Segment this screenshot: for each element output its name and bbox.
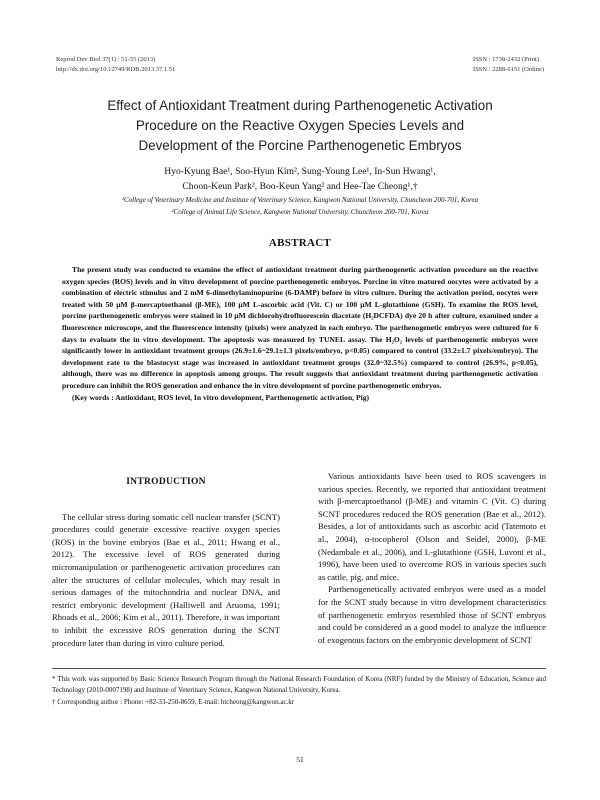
abstract-body: The present study was conducted to examine the effect of antioxidant treatment during parthenogenetic activation procedure on the reactive oxygen species (ROS) levels and in vitro development of porcine parthenogenetic embryos. Porcine in vitro matured oocytes were activated by a combination of electric stimulus and 2 mM 6-dimethylaminopurine (6-DAMP) before in vitro culture. During the activation period, oocytes were treated with 50 μM β-mercaptoethanol (β-ME), 100 μM L-ascorbic acid (Vit. C) or 100 μM L-glutathione (GSH). To examine the ROS level, porcine parthenogenetic embryos were stained in 10 μM dichlorohydrofluorescein diacetate (H₂DCFDA) dye 20 h after culture, examined under a fluorescence microscope, and the fluorescence intensity (pixels) were analyzed in each embryo. The parthenogenetic embryos were cultured for 6 days to evaluate the in vitro development. The apoptosis was measured by TUNEL assay. The H₂O₂ levels of parthenogenetic embryos were significantly lower in antioxidant treatment groups (26.9±1.6~29.1±1.3 pixels/embryo, p<0.05) compared to control (33.2±1.7 pixels/embryo). The development rate to the blastocyst stage was increased in antioxidant treatment groups (32.0~32.5%) compared to control (26.9%, p<0.05), although, there was no difference in apoptosis among groups. The result suggests that antioxidant treatment during parthenogenetic activation procedure can inhibit the ROS generation and enhance the in vitro development of porcine parthenogenetic embryos. — [62, 265, 538, 390]
author-line: Hyo-Kyung Bae¹, Soo-Hyun Kim², Sung-Young Lee¹, In-Sun Hwang¹, — [164, 166, 436, 177]
title-line: Development of the Porcine Parthenogenetic Embryos — [138, 138, 462, 153]
affiliations — [60, 194, 540, 218]
funding-footnote: * This work was supported by Basic Science Research Program through the National Research Foundation of Korea (NRF) funded by the Ministry of Education, Science and Technology (2010-0007198) and Institute of Veterinary Science, Kangwon National University, Korea. — [52, 675, 546, 694]
issn-online: ISSN : 2288-0151 (Online) — [473, 65, 544, 73]
footnotes — [52, 674, 546, 710]
abstract-section — [62, 264, 538, 403]
paper-title — [60, 96, 540, 156]
abstract-heading: ABSTRACT — [268, 237, 332, 249]
keywords: (Key words : Antioxidant, ROS level, In vitro development, Parthenogenetic activation, Pig) — [72, 392, 370, 402]
journal-citation — [56, 55, 175, 74]
doi-link[interactable]: http://dx.doi.org/10.12749/RDB.2013.37.1.51 — [56, 65, 176, 73]
affiliation-1: ¹College of Veterinary Medicine and Institute of Veterinary Science, Kangwon National University, Chuncheon 200-701, Korea — [121, 196, 479, 204]
title-line: Procedure on the Reactive Oxygen Species Levels and — [135, 118, 465, 133]
intro-paragraph: Various antioxidants have been used to ROS scavengers in various species. Recently, we reported that antioxidant treatment with β-mercaptoethanol (β-ME) and vitamin C (Vit. C) during SCNT procedures reduced the ROS generation (Bae et al., 2012). Besides, a lot of antioxidants such as ascorbic acid (Tatemoto et al., 2004), α-tocopherol (Olson and Seidel, 2000), β-ME (Nedambale et al., 2006), and L-glutathione (GSH, Luvoni et al., 1996), have been used to overcome ROS in various species such as cattle, pig, and mice. — [318, 471, 546, 582]
affiliation-2: ²College of Animal Life Science, Kangwon National University, Chuncheon 200-701, Korea — [171, 208, 429, 216]
footnote-divider — [52, 668, 546, 669]
citation-line: Reprod Dev Biol 37(1) : 51-55 (2013) — [56, 56, 156, 63]
corresponding-author-footnote: † Corresponding author : Phone: +82-33-250-8659, E-mail: htcheong@kangwon.ac.kr — [52, 698, 295, 707]
author-line: Choon-Keun Park², Boo-Keun Yang² and Hee-Tae Cheong¹,† — [182, 181, 418, 192]
issn-block — [473, 55, 544, 74]
introduction-heading: INTRODUCTION — [126, 477, 206, 487]
title-line: Effect of Antioxidant Treatment during Parthenogenetic Activation — [107, 98, 493, 113]
page-number: 51 — [296, 755, 304, 764]
right-column — [318, 470, 546, 646]
author-list — [80, 164, 520, 194]
intro-paragraph: Parthenogenetically activated embryos were used as a model for the SCNT study because in vitro development characteristics of parthenogenetic embryos resembled those of SCNT embryos and could be considered as a good model to analyze the influence of exogenous factors on the embryonic development of SCNT — [318, 584, 546, 645]
left-column — [52, 470, 280, 649]
intro-paragraph: The cellular stress during somatic cell nuclear transfer (SCNT) procedures could generate excessive reactive oxygen species (ROS) in the bovine embryos (Bae et al., 2011; Hwang et al., 2012). The excessive level of ROS generated during micromanipulation or parthenogenetic activation procedures can alter the structures of cellular molecules, which may result in serious damages of the mitochondria and nuclear DNA, and restrict embryonic development (Halliwell and Aruoma, 1991; Rhoads et al., 2006; Kim et al., 2011). Therefore, it was important to inhibit the excessive ROS generation during the SCNT procedure later than during in vitro culture period. — [52, 511, 280, 648]
issn-print: ISSN : 1738-2432 (Print) — [473, 56, 539, 63]
